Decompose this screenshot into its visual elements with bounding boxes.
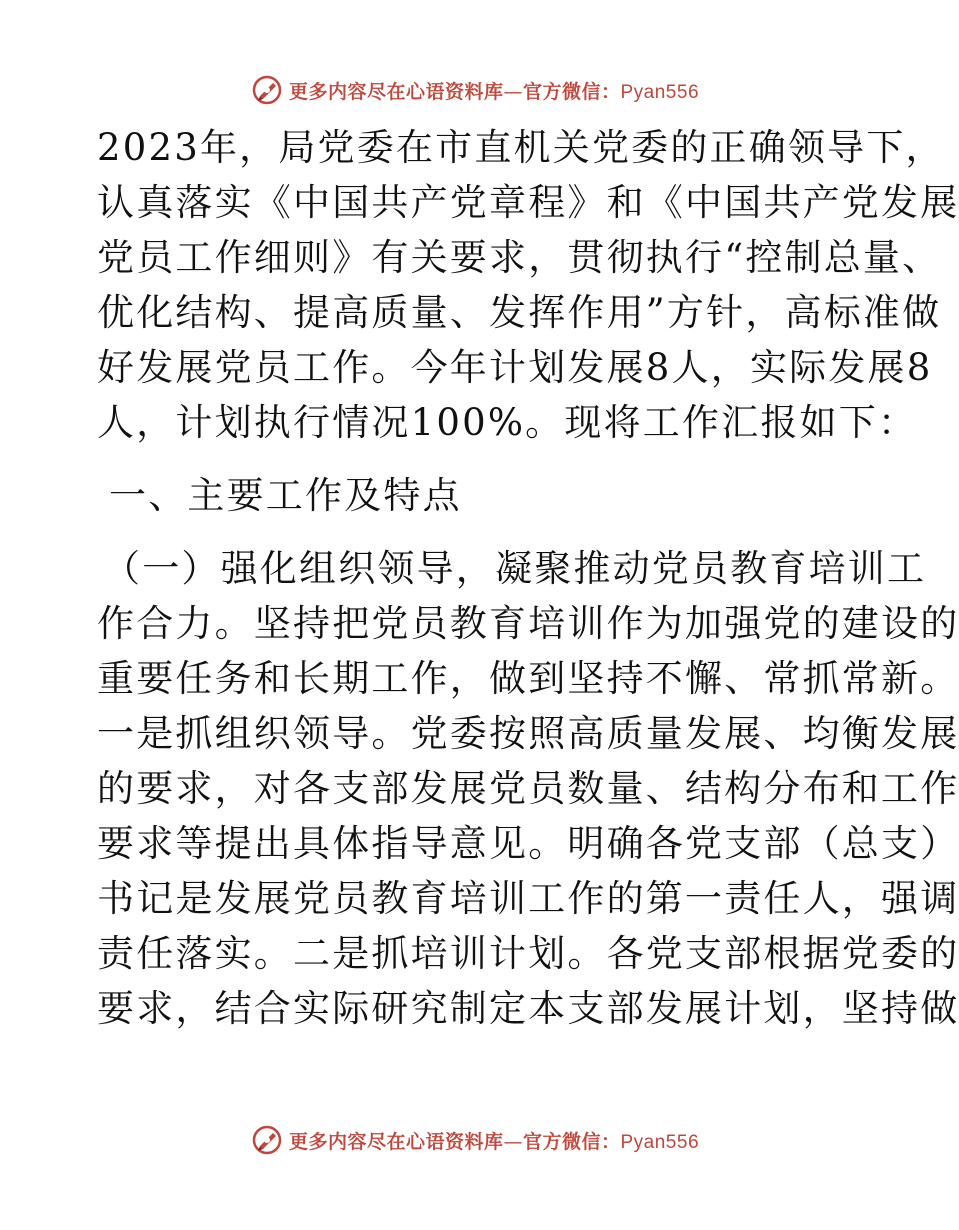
paragraph-line: 一是抓组织领导。党委按照高质量发展、均衡发展 <box>97 712 959 755</box>
paragraph-line: 作合力。坚持把党员教育培训作为加强党的建设的 <box>97 602 959 645</box>
document-body <box>97 120 959 1036</box>
paragraph-line: 书记是发展党员教育培训工作的第一责任人，强调 <box>97 877 959 920</box>
footer-watermark-banner <box>0 1120 950 1160</box>
banner-text: 更多内容尽在心语资料库—官方微信：Pyan556 <box>288 80 700 103</box>
paragraph-line: 好发展党员工作。今年计划发展8人，实际发展8 <box>97 346 933 389</box>
paragraph-line: 要求等提出具体指导意见。明确各党支部（总支） <box>97 822 959 865</box>
paragraph-line: 人，计划执行情况100%。现将工作汇报如下： <box>97 401 918 444</box>
paragraph-line: 党员工作细则》有关要求，贯彻执行“控制总量、 <box>97 236 942 279</box>
paragraph-line: 要求，结合实际研究制定本支部发展计划，坚持做 <box>97 987 959 1030</box>
paragraph-line: 优化结构、提高质量、发挥作用”方针，高标准做 <box>97 291 942 334</box>
paragraph-line: 2023年，局党委在市直机关党委的正确领导下， <box>97 126 945 169</box>
section-heading: 一、主要工作及特点 <box>109 474 462 517</box>
paragraph-line: 责任落实。二是抓培训计划。各党支部根据党委的 <box>97 932 959 975</box>
paragraph-line: （一）强化组织领导，凝聚推动党员教育培训工 <box>103 547 927 590</box>
banner-text: 更多内容尽在心语资料库—官方微信：Pyan556 <box>288 1130 700 1153</box>
paragraph-line: 的要求，对各支部发展党员数量、结构分布和工作 <box>97 767 959 810</box>
header-watermark-banner <box>0 70 950 110</box>
red-pen-logo-icon <box>251 74 283 106</box>
paragraph-line: 重要任务和长期工作，做到坚持不懈、常抓常新。 <box>97 657 959 700</box>
red-pen-logo-icon <box>251 1124 283 1156</box>
paragraph-line: 认真落实《中国共产党章程》和《中国共产党发展 <box>97 181 959 224</box>
